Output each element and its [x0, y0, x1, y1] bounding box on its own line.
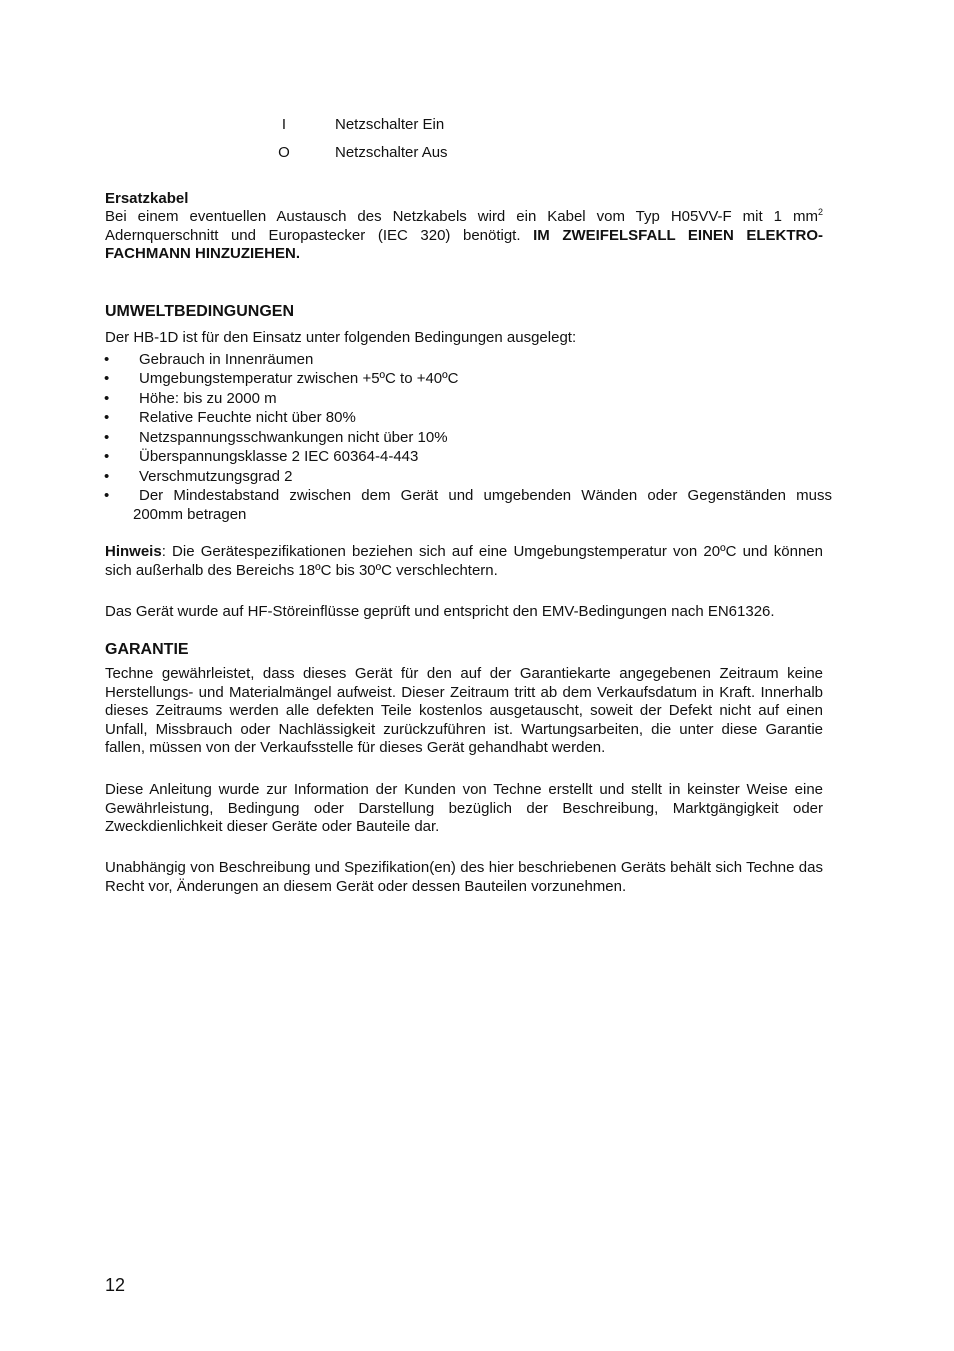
garantie-paragraph-1: Techne gewährleistet, dass dieses Gerät für den auf der Garantiekarte angegebenen Zeitraum keine Herstellungs- und Materialmängel aufweist. Dieser Zeitraum tritt ab dem Verkaufsdatum in Kraft. Innerhalb dieses Zeitraums werden alle defekten Teile kostenlos ausgetauscht, soweit der Defekt nicht auf einen Unfall, Missbrauch oder Nachlässigkeit zurückzuführen ist. Wartungsarbeiten, die unter diese Garantie fallen, müssen von der Verkaufsstelle für dieses Gerät gehandhabt werden.	[105, 665, 823, 756]
ersatzkabel-text-1: Bei einem eventuellen Austausch des Netzkabels wird ein Kabel vom Typ H05VV-F mit 1 mm	[105, 208, 818, 225]
bullet-dot: •	[104, 448, 110, 465]
garantie-heading: GARANTIE	[105, 641, 189, 658]
list-item: Überspannungsklasse 2 IEC 60364-4-443	[139, 448, 419, 465]
bullet-dot: •	[104, 370, 110, 387]
hinweis-text: : Die Gerätespezifikationen beziehen sich auf eine Umgebungstemperatur von 20ºC und können sich außerhalb des Bereichs 18ºC bis 30ºC verschlechtern.	[105, 543, 823, 579]
hinweis-paragraph	[105, 543, 823, 580]
bullet-dot: •	[104, 390, 110, 407]
list-item: Höhe: bis zu 2000 m	[139, 390, 277, 407]
ersatzkabel-paragraph	[105, 208, 823, 264]
ersatzkabel-heading: Ersatzkabel	[105, 190, 189, 207]
page-number: 12	[105, 1275, 126, 1295]
list-item: Verschmutzungsgrad 2	[139, 468, 293, 485]
list-item: Gebrauch in Innenräumen	[139, 351, 314, 368]
list-item: Der Mindestabstand zwischen dem Gerät und umgebenden Wänden oder Gegenständen muss	[139, 487, 832, 504]
list-item-continuation: 200mm betragen	[133, 506, 247, 523]
bullet-dot: •	[104, 429, 110, 446]
bullet-dot: •	[104, 409, 110, 426]
switch-label-off: Netzschalter Aus	[335, 144, 448, 161]
list-item: Umgebungstemperatur zwischen +5ºC to +40ºC	[139, 370, 459, 387]
switch-symbol-on: I	[281, 116, 287, 133]
umwelt-intro: Der HB-1D ist für den Einsatz unter folgenden Bedingungen ausgelegt:	[105, 329, 577, 346]
bullet-dot: •	[104, 351, 110, 368]
ersatzkabel-warning: IM ZWEIFELSFALL EINEN ELEKTRO-FACHMANN HINZUZIEHEN.	[105, 226, 823, 262]
ersatzkabel-superscript: 2	[817, 207, 823, 217]
list-item: Netzspannungsschwankungen nicht über 10%	[139, 429, 448, 446]
switch-symbol-off: O	[278, 144, 290, 161]
emv-paragraph: Das Gerät wurde auf HF-Störeinflüsse geprüft und entspricht den EMV-Bedingungen nach EN61326.	[105, 603, 775, 620]
garantie-paragraph-2: Diese Anleitung wurde zur Information der Kunden von Techne erstellt und stellt in keinster Weise eine Gewährleistung, Bedingung oder Darstellung bezüglich der Beschreibung, Marktgängigkeit oder Zweckdienlichkeit dieser Geräte oder Bauteile dar.	[105, 781, 823, 835]
switch-label-on: Netzschalter Ein	[335, 116, 445, 133]
ersatzkabel-text-2: Adernquerschnitt und Europastecker (IEC 320) benötigt.	[105, 226, 534, 244]
bullet-dot: •	[104, 468, 110, 485]
hinweis-label: Hinweis	[105, 543, 162, 560]
list-item: Relative Feuchte nicht über 80%	[139, 409, 356, 426]
umwelt-heading: UMWELTBEDINGUNGEN	[105, 303, 295, 320]
garantie-paragraph-3: Unabhängig von Beschreibung und Spezifikation(en) des hier beschriebenen Geräts behält sich Techne das Recht vor, Änderungen an diesem Gerät oder dessen Bauteilen vorzunehmen.	[105, 859, 823, 895]
bullet-dot: •	[104, 487, 110, 504]
